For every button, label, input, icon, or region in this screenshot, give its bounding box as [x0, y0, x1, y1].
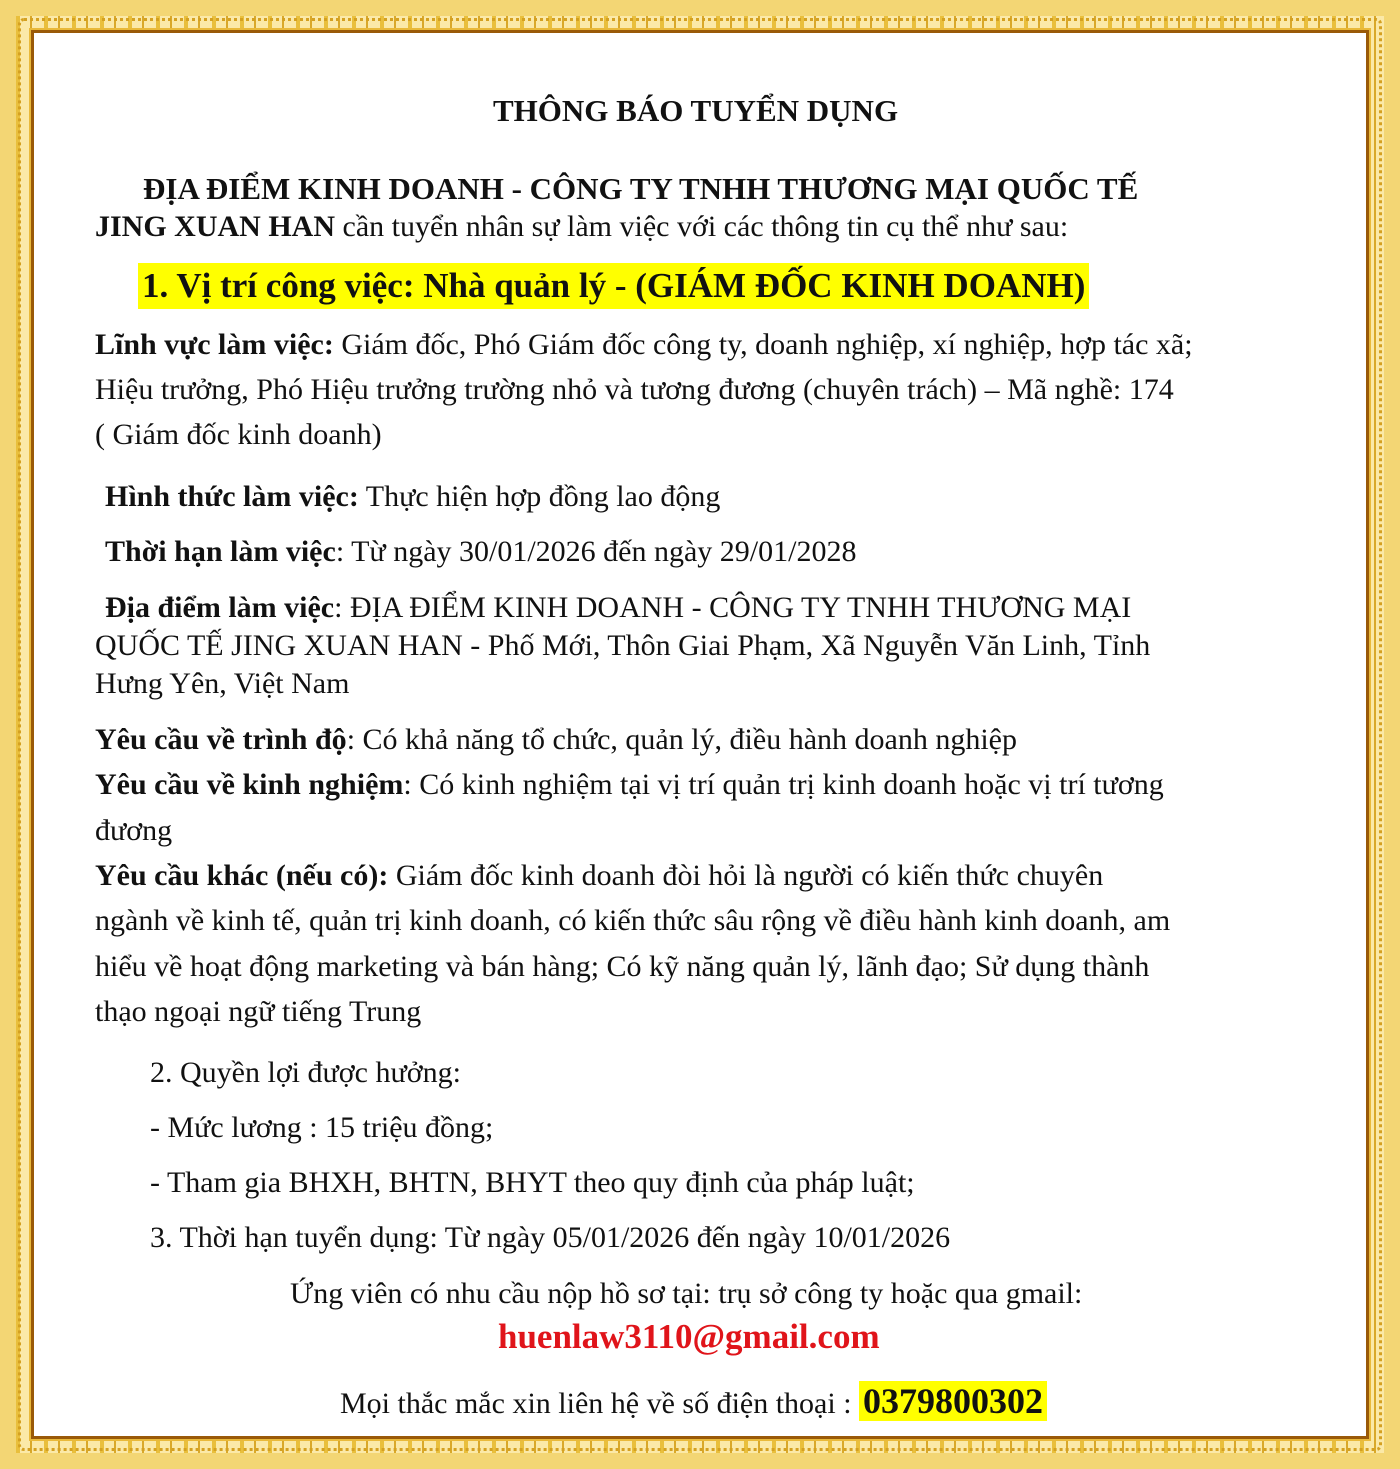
- benefit-item-salary: - Mức lương : 15 triệu đồng;: [150, 1111, 494, 1144]
- field-label: Lĩnh vực làm việc:: [95, 328, 334, 361]
- field-value: : Từ ngày 30/01/2026 đến ngày 29/01/2028: [335, 535, 857, 568]
- field-trinh-do: [95, 718, 1017, 762]
- notice-page: [18, 17, 1382, 1452]
- field-kinh-nghiem-line1: [95, 763, 1164, 807]
- apply-instructions: Ứng viên có nhu cầu nộp hồ sơ tại: trụ sở công ty hoặc qua gmail:: [290, 1277, 1083, 1310]
- field-value: Giám đốc, Phó Giám đốc công ty, doanh nghiệp, xí nghiệp, hợp tác xã;: [333, 328, 1193, 361]
- field-label: Hình thức làm việc:: [105, 480, 359, 513]
- company-name-line1: ĐỊA ĐIỂM KINH DOANH - CÔNG TY TNHH THƯƠNG MẠI QUỐC TẾ: [143, 171, 1139, 206]
- company-intro-line: [95, 205, 1068, 249]
- field-khac-line1: [95, 854, 1103, 898]
- benefits-heading: 2. Quyền lợi được hưởng:: [150, 1056, 461, 1089]
- field-kinh-nghiem-line2: đương: [95, 814, 173, 847]
- field-dia-diem-line2: QUỐC TẾ JING XUAN HAN - Phố Mới, Thôn Giai Phạm, Xã Nguyễn Văn Linh, Tỉnh: [95, 629, 1151, 662]
- field-linh-vuc-line3: ( Giám đốc kinh doanh): [95, 418, 382, 451]
- field-value: Giám đốc kinh doanh đòi hỏi là người có kiến thức chuyên: [388, 859, 1104, 892]
- contact-phone-number[interactable]: 0379800302: [859, 1381, 1047, 1421]
- field-label: Địa điểm làm việc: [105, 591, 335, 624]
- field-label: Yêu cầu khác (nếu có):: [95, 859, 389, 892]
- field-khac-line2: ngành về kinh tế, quản trị kinh doanh, có kiến thức sâu rộng về điều hành kinh doanh, am: [95, 904, 1171, 937]
- field-linh-vuc-line1: [95, 323, 1193, 367]
- company-name-short: JING XUAN HAN: [95, 210, 335, 243]
- field-linh-vuc-line2: Hiệu trưởng, Phó Hiệu trưởng trường nhỏ và tương đương (chuyên trách) – Mã nghề: 174: [95, 373, 1174, 406]
- field-khac-line3: hiểu về hoạt động marketing và bán hàng; Có kỹ năng quản lý, lãnh đạo; Sử dụng thành: [95, 950, 1150, 983]
- field-label: Thời hạn làm việc: [105, 535, 336, 568]
- field-thoi-han: [105, 530, 856, 574]
- position-heading: 1. Vị trí công việc: Nhà quản lý - (GIÁM ĐỐC KINH DOANH): [138, 263, 1089, 309]
- field-value: : Có kinh nghiệm tại vị trí quản trị kinh doanh hoặc vị trí tương: [403, 768, 1164, 801]
- field-hinh-thuc: [105, 475, 720, 519]
- field-label: Yêu cầu về kinh nghiệm: [95, 768, 404, 801]
- field-value: : ĐỊA ĐIỂM KINH DOANH - CÔNG TY TNHH THƯƠNG MẠI: [334, 591, 1132, 624]
- contact-email-link[interactable]: huenlaw3110@gmail.com: [498, 1317, 880, 1356]
- benefit-item-insurance: - Tham gia BHXH, BHTN, BHYT theo quy định của pháp luật;: [150, 1166, 915, 1199]
- field-khac-line4: thạo ngoại ngữ tiếng Trung: [95, 995, 422, 1028]
- recruit-period: 3. Thời hạn tuyển dụng: Từ ngày 05/01/2026 đến ngày 10/01/2026: [150, 1221, 951, 1254]
- field-label: Yêu cầu về trình độ: [95, 723, 347, 756]
- field-value: Thực hiện hợp đồng lao động: [358, 480, 721, 513]
- field-value: : Có khả năng tổ chức, quản lý, điều hành doanh nghiệp: [346, 723, 1017, 756]
- notice-title: THÔNG BÁO TUYỂN DỤNG: [493, 93, 899, 128]
- intro-text: cần tuyển nhân sự làm việc với các thông tin cụ thể như sau:: [335, 210, 1069, 243]
- contact-phone-line: [340, 1379, 1047, 1426]
- contact-phone-label: Mọi thắc mắc xin liên hệ về số điện thoại :: [340, 1387, 860, 1420]
- field-dia-diem-line3: Hưng Yên, Việt Nam: [95, 667, 350, 700]
- field-dia-diem-line1: [105, 588, 1131, 628]
